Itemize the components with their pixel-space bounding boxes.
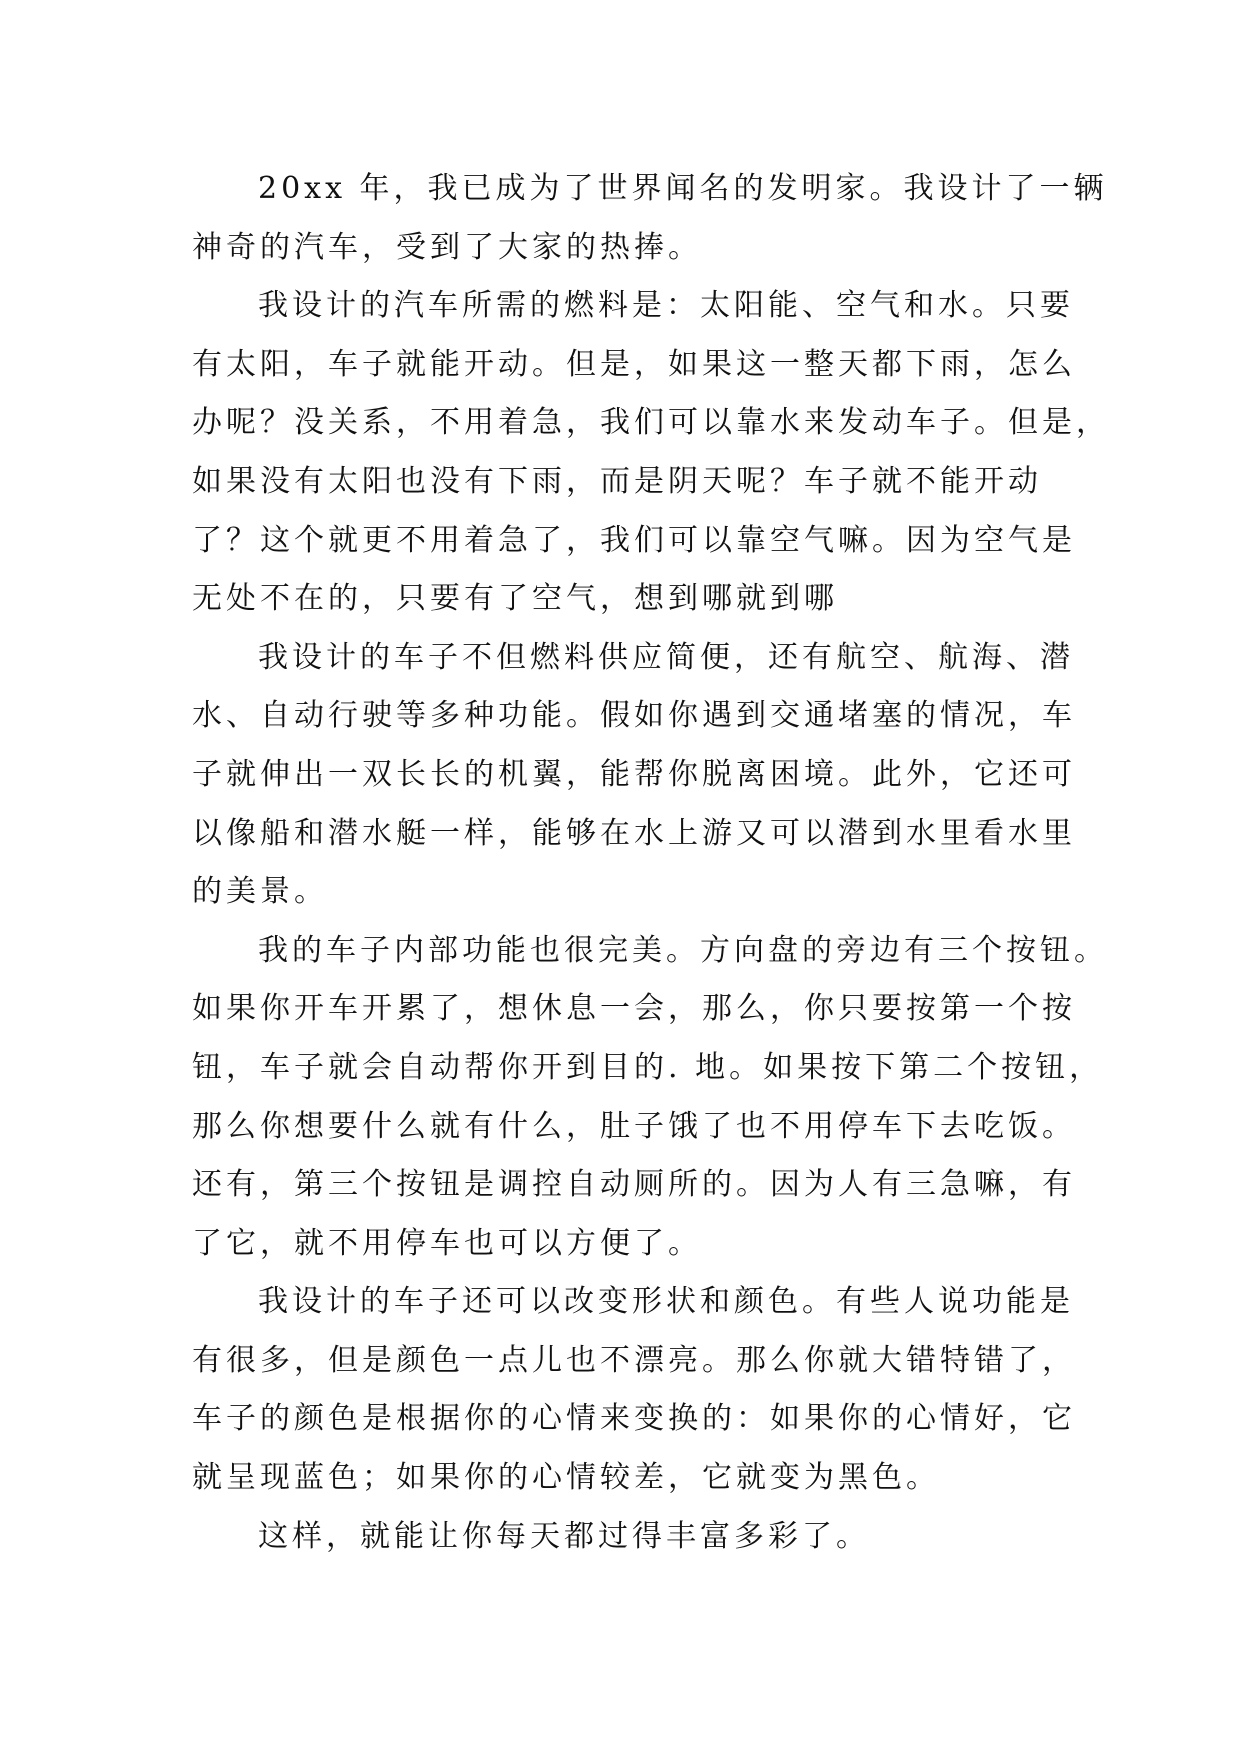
text-line: 如果没有太阳也没有下雨，而是阴天呢？车子就不能开动 (192, 463, 1042, 499)
text-line: 有很多，但是颜色一点儿也不漂亮。那么你就大错特错了， (192, 1342, 1076, 1378)
essay-body (192, 160, 1110, 1566)
text-line: 无处不在的，只要有了空气，想到哪就到哪 (192, 581, 838, 617)
text-line: 有太阳，车子就能开动。但是，如果这一整天都下雨，怎么 (192, 346, 1076, 382)
text-line: 子就伸出一双长长的机翼，能帮你脱离困境。此外，它还可 (192, 756, 1076, 792)
text-line: 如果你开车开累了，想休息一会，那么，你只要按第一个按 (192, 991, 1076, 1027)
text-line: 办呢？没关系，不用着急，我们可以靠水来发动车子。但是， (192, 405, 1110, 441)
paragraph-first-line: 我设计的汽车所需的燃料是：太阳能、空气和水。只要 (258, 288, 1074, 324)
paragraph-first-line: 我设计的车子还可以改变形状和颜色。有些人说功能是 (258, 1284, 1074, 1320)
text-line: 车子的颜色是根据你的心情来变换的：如果你的心情好，它 (192, 1401, 1076, 1437)
text-line: 水、自动行驶等多种功能。假如你遇到交通堵塞的情况，车 (192, 698, 1076, 734)
text-line: 的美景。 (192, 874, 328, 910)
text-line: 就呈现蓝色；如果你的心情较差，它就变为黑色。 (192, 1460, 940, 1496)
paragraph-first-line: 我的车子内部功能也很完美。方向盘的旁边有三个按钮。 (258, 932, 1108, 968)
paragraph-first-line: 20xx 年，我已成为了世界闻名的发明家。我设计了一辆 (258, 171, 1108, 206)
text-line: 了它，就不用停车也可以方便了。 (192, 1225, 702, 1261)
text-line: 了？这个就更不用着急了，我们可以靠空气嘛。因为空气是 (192, 522, 1076, 558)
paragraph-first-line: 我设计的车子不但燃料供应简便，还有航空、航海、潜 (258, 639, 1074, 675)
paragraph-first-line: 这样，就能让你每天都过得丰富多彩了。 (258, 1518, 870, 1554)
text-line: 那么你想要什么就有什么，肚子饿了也不用停车下去吃饭。 (192, 1108, 1076, 1144)
text-line: 神奇的汽车，受到了大家的热捧。 (192, 229, 702, 265)
text-line: 还有，第三个按钮是调控自动厕所的。因为人有三急嘛，有 (192, 1167, 1076, 1203)
text-line: 以像船和潜水艇一样，能够在水上游又可以潜到水里看水里 (192, 815, 1076, 851)
text-line: 钮，车子就会自动帮你开到目的. 地。如果按下第二个按钮， (192, 1049, 1104, 1085)
